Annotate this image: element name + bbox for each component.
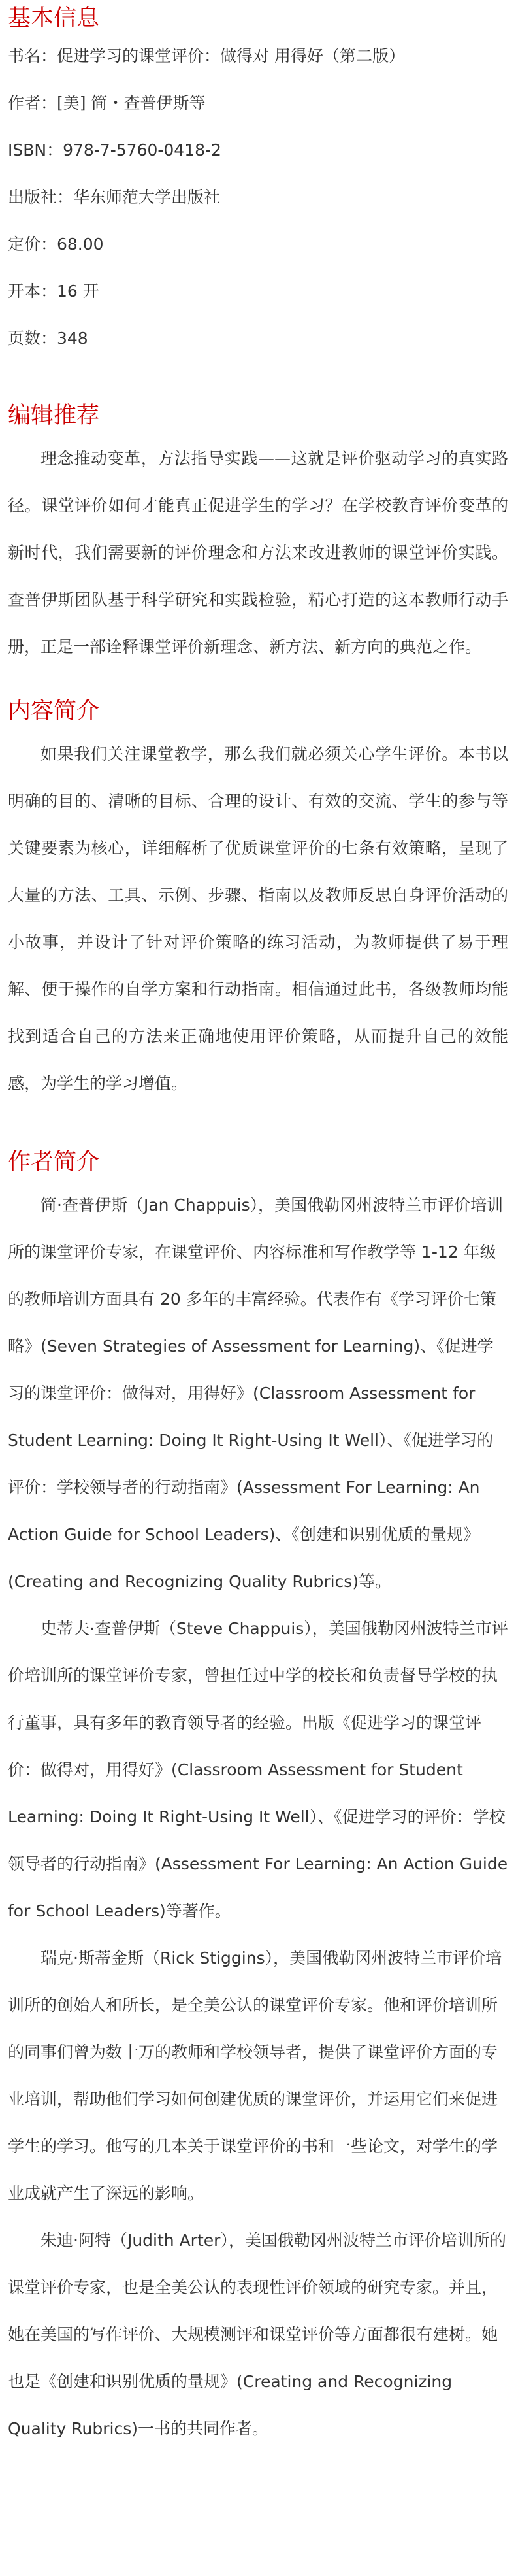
- content-intro-text: 如果我们关注课堂教学，那么我们就必须关心学生评价。本书以明确的目的、清晰的目标、合理的设计、有效的交流、学生的参与等关键要素为核心，详细解析了优质课堂评价的七条有效策略，呈现了大量的方法、工具、示例、步骤、指南以及教师反思自身评价活动的小故事，并设计了针对评价策略的练习活动，为教师提供了易于理解、便于操作的自学方案和行动指南。相信通过此书，各级教师均能找到适合自己的方法来正确地使用评价策略，从而提升自己的效能感，为学生的学习增值。: [8, 744, 508, 1093]
- info-row-publisher: 出版社：华东师范大学出版社: [8, 188, 221, 207]
- info-row-format: 开本：16 开: [8, 282, 99, 301]
- info-row-author: 作者：[美] 简・查普伊斯等: [8, 93, 206, 112]
- editor-recommendation-section: [8, 401, 508, 671]
- basic-info-section: [8, 0, 508, 362]
- editor-recommendation-title: 编辑推荐: [8, 403, 100, 429]
- basic-info-title: 基本信息: [8, 5, 100, 31]
- author-intro-title: 作者简介: [8, 1149, 100, 1175]
- info-row-isbn: ISBN：978-7-5760-0418-2: [8, 141, 221, 159]
- author-bio-jan-chappuis: 简·查普伊斯（Jan Chappuis），美国俄勒冈州波特兰市评价培训所的课堂评价专家，在课堂评价、内容标准和写作教学等 1-12 年级的教师培训方面具有 20 多年的丰富经验。代表作有《学习评价七策略》(Seven Strategies of Assessment for Learning)、《促进学习的课堂评价：做得对，用得好》(Classroom Assessment for Student Learning: Doing It Right-Using It Well）、《促进学习的评价：学校领导者的行动指南》(Assessment For Learning: An Action Guide for School Leaders)、《创建和识别优质的量规》(Creating and Recognizing Quality Rubrics)等。: [8, 1196, 504, 1591]
- content-intro-title: 内容简介: [8, 698, 100, 724]
- basic-info-list: [8, 33, 508, 362]
- info-row-price: 定价：68.00: [8, 235, 104, 254]
- content-intro-section: [8, 697, 508, 1107]
- author-bio-judith-arter: 朱迪·阿特（Judith Arter），美国俄勒冈州波特兰市评价培训所的课堂评价专家，也是全美公认的表现性评价领域的研究专家。并且，她在美国的写作评价、大规模测评和课堂评价等方面都很有建树。她也是《创建和识别优质的量规》(Creating and Recognizing Quality Rubrics)一书的共同作者。: [8, 2231, 506, 2438]
- info-row-book-title: 书名：促进学习的课堂评价：做得对 用得好（第二版）: [8, 46, 405, 65]
- author-bio-rick-stiggins: 瑞克·斯蒂金斯（Rick Stiggins），美国俄勒冈州波特兰市评价培训所的创始人和所长，是全美公认的课堂评价专家。他和评价培训所的同事们曾为数十万的教师和学校领导者，提供了课堂评价方面的专业培训，帮助他们学习如何创建优质的课堂评价，并运用它们来促进学生的学习。他写的几本关于课堂评价的书和一些论文，对学生的学业成就产生了深远的影响。: [8, 1949, 502, 2203]
- info-row-pages: 页数：348: [8, 329, 88, 348]
- editor-recommendation-text: 理念推动变革，方法指导实践——这就是评价驱动学习的真实路径。课堂评价如何才能真正促进学生的学习？在学校教育评价变革的新时代，我们需要新的评价理念和方法来改进教师的课堂评价实践。查普伊斯团队基于科学研究和实践检验，精心打造的这本教师行动手册，正是一部诠释课堂评价新理念、新方法、新方向的典范之作。: [8, 449, 508, 656]
- author-intro-section: [8, 1148, 508, 2452]
- author-bio-steve-chappuis: 史蒂夫·查普伊斯（Steve Chappuis），美国俄勒冈州波特兰市评价培训所的课堂评价专家，曾担任过中学的校长和负责督导学校的执行董事，具有多年的教育领导者的经验。出版《促进学习的课堂评价：做得对，用得好》(Classroom Assessment for Student Learning: Doing It Right-Using It Well）、《促进学习的评价：学校领导者的行动指南》(Assessment For Learning: An Action Guide for School Leaders)等著作。: [8, 1619, 508, 1920]
